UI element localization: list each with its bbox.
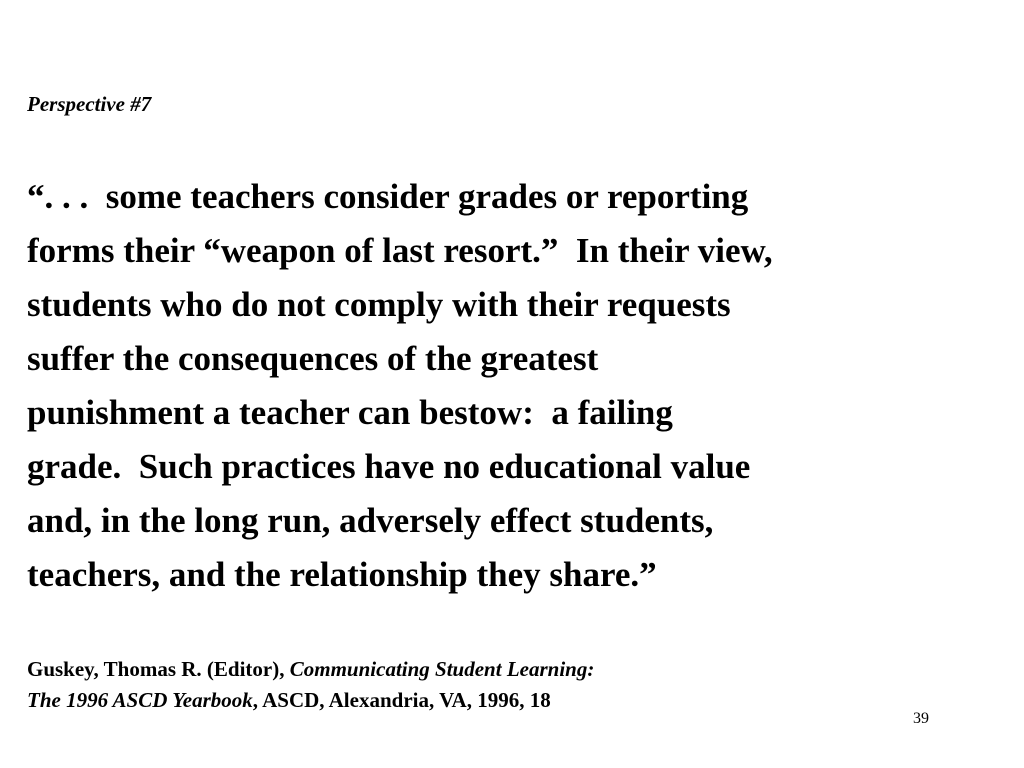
quotation — [27, 170, 1017, 602]
quote-line: forms their “weapon of last resort.” In their view, — [27, 231, 773, 270]
citation-line-2 — [27, 685, 594, 716]
quote-line: grade. Such practices have no educational value — [27, 447, 751, 486]
page-number: 39 — [913, 710, 929, 727]
citation-title-part-2: The 1996 ASCD Yearbook — [27, 688, 253, 712]
quote-line: “. . . some teachers consider grades or reporting — [27, 177, 749, 216]
citation-author: Guskey, Thomas R. (Editor), — [27, 657, 290, 681]
quote-line: suffer the consequences of the greatest — [27, 339, 599, 378]
quote-line: and, in the long run, adversely effect students, — [27, 501, 714, 540]
citation-line-1 — [27, 654, 594, 685]
citation-title-part-1: Communicating Student Learning: — [289, 657, 595, 681]
slide-heading: Perspective #7 — [27, 92, 152, 116]
quote-line: punishment a teacher can bestow: a failing — [27, 393, 673, 432]
quote-line: teachers, and the relationship they share.” — [27, 555, 657, 594]
citation — [27, 654, 594, 716]
quote-line: students who do not comply with their requests — [27, 285, 731, 324]
citation-publication: , ASCD, Alexandria, VA, 1996, 18 — [252, 688, 551, 712]
